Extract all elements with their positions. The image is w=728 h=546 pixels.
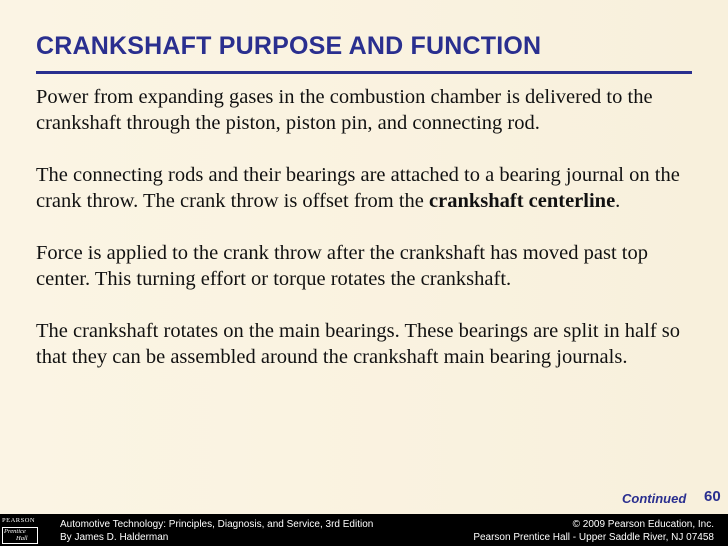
logo-prentice-text: Prentice	[4, 528, 26, 535]
footer-author: By James D. Halderman	[60, 532, 169, 543]
logo-pearson-text: PEARSON	[2, 517, 36, 524]
continued-label: Continued	[622, 491, 687, 506]
paragraph-power: Power from expanding gases in the combustion chamber is delivered to the crankshaft through the piston, piston pin, and connecting rod.	[36, 86, 653, 134]
page-number: 60	[704, 488, 721, 505]
crankshaft-centerline-term: crankshaft centerline	[429, 190, 616, 212]
footer-copyright: © 2009 Pearson Education, Inc.	[572, 519, 714, 530]
slide-body	[36, 84, 696, 370]
paragraph-connecting-rods-end: .	[615, 190, 621, 212]
logo-hall-text: Hall	[16, 535, 28, 542]
paragraph-connecting-rods-text: The connecting rods and their bearings are attached to a bearing journal on the crank throw. The crank throw is offset from the	[36, 164, 680, 212]
paragraph-main-bearings: The crankshaft rotates on the main bearings. These bearings are split in half so that they can be assembled around the crankshaft main bearing journals.	[36, 320, 681, 368]
title-underline	[36, 71, 692, 74]
logo-prentice-hall-box	[2, 527, 38, 544]
footer-book-title: Automotive Technology: Principles, Diagnosis, and Service, 3rd Edition	[60, 519, 374, 530]
pearson-prentice-hall-logo	[0, 514, 42, 546]
slide-title: CRANKSHAFT PURPOSE AND FUNCTION	[36, 32, 542, 60]
footer-publisher: Pearson Prentice Hall - Upper Saddle River, NJ 07458	[473, 532, 714, 543]
paragraph-force: Force is applied to the crank throw after the crankshaft has moved past top center. This turning effort or torque rotates the crankshaft.	[36, 242, 648, 290]
footer-bar	[0, 514, 728, 546]
paragraph-connecting-rods	[36, 162, 696, 214]
